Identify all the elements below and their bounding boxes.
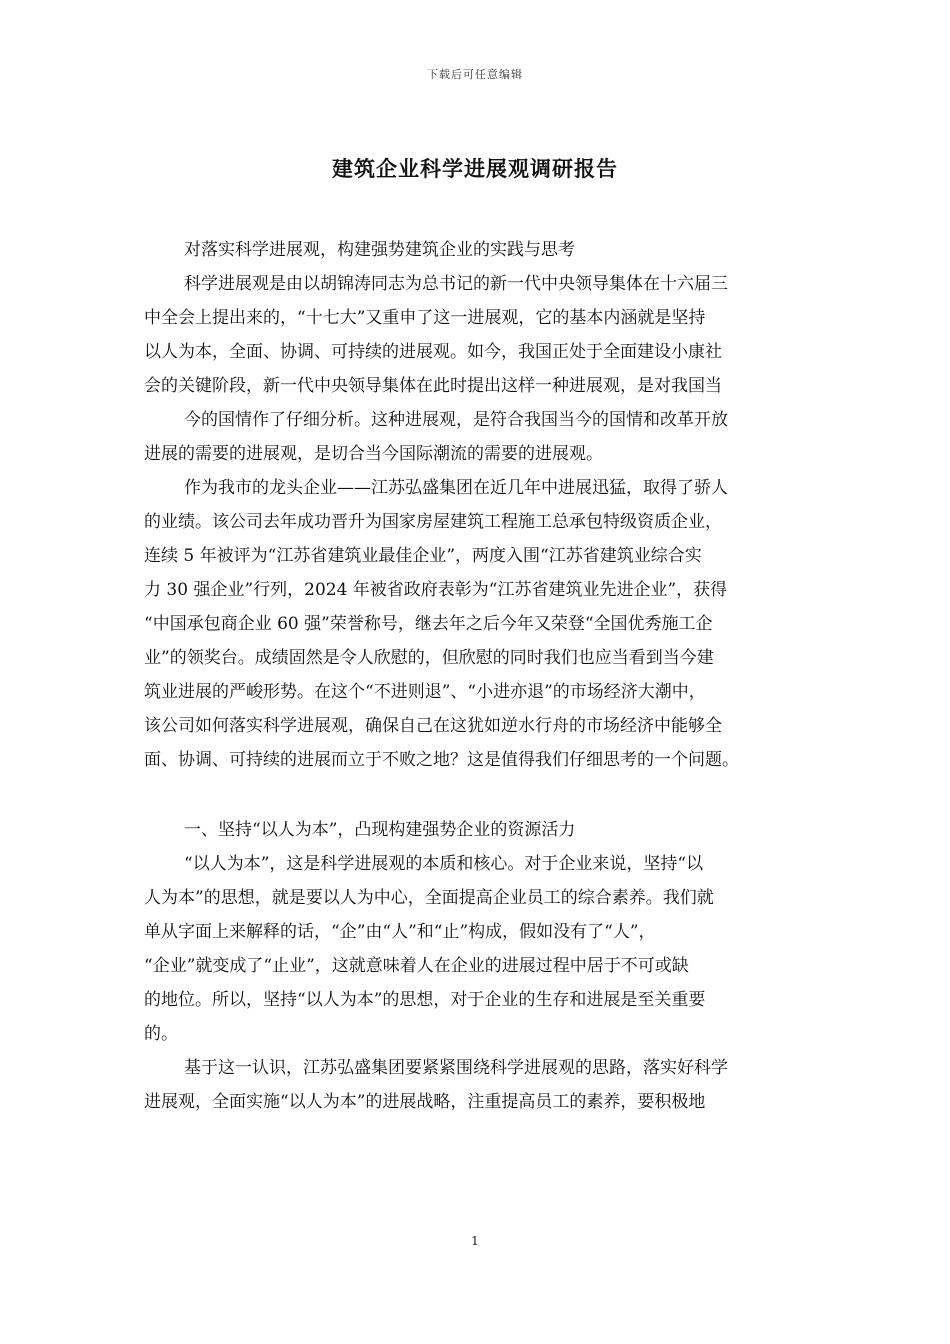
text-line: 单从字面上来解释的话，“企”由“人”和“止”构成，假如没有了“人”， <box>144 922 656 942</box>
text-line: 面、协调、可持续的进展而立于不败之地？这是值得我们仔细思考的一个问题。 <box>144 750 739 770</box>
text-line: 进展观，全面实施“以人为本”的进展战略，注重提高员工的素养，要积极地 <box>144 1092 706 1112</box>
text-line: “中国承包商企业 60 强”荣誉称号，继去年之后今年又荣登“全国优秀施工企 <box>144 614 713 634</box>
text-line: 的业绩。该公司去年成功晋升为国家房屋建筑工程施工总承包特级资质企业， <box>144 512 722 532</box>
paragraph-5 <box>144 1051 822 1119</box>
text-line: 以人为本，全面、协调、可持续的进展观。如今，我国正处于全面建设小康社 <box>144 342 722 362</box>
text-line: 中全会上提出来的，“十七大”又重申了这一进展观，它的基本内涵就是坚持 <box>144 308 706 328</box>
text-line: 人为本”的思想，就是要以人为中心，全面提高企业员工的综合素养。我们就 <box>144 888 714 908</box>
text-line: 科学进展观是由以胡锦涛同志为总书记的新一代中央领导集体在十六届三 <box>184 274 728 294</box>
paragraph-gap <box>144 777 822 813</box>
page-number: 1 <box>471 1234 479 1248</box>
document-subtitle: 对落实科学进展观，构建强势建筑企业的实践与思考 <box>184 240 575 260</box>
text-line: 连续 5 年被评为“江苏省建筑业最佳企业”，两度入围“江苏省建筑业综合实 <box>144 546 702 566</box>
text-line: 业”的领奖台。成绩固然是令人欣慰的，但欣慰的同时我们也应当看到当今建 <box>144 648 714 668</box>
paragraph-2 <box>144 403 822 471</box>
text-line: “以人为本”，这是科学进展观的本质和核心。对于企业来说，坚持“以 <box>184 854 704 874</box>
text-line: 的地位。所以，坚持“以人为本”的思想，对于企业的生存和进展是至关重要 <box>144 990 706 1010</box>
text-line: 该公司如何落实科学进展观，确保自己在这犹如逆水行舟的市场经济中能够全 <box>144 716 722 736</box>
section-heading: 一、坚持“以人为本”，凸现构建强势企业的资源活力 <box>184 820 576 840</box>
text-line: 进展的需要的进展观，是切合当今国际潮流的需要的进展观。 <box>144 444 603 464</box>
paragraph-3 <box>144 471 822 777</box>
header-note: 下载后可任意编辑 <box>427 68 523 81</box>
text-line: 力 30 强企业”行列，2024 年被省政府表彰为“江苏省建筑业先进企业”，获得 <box>144 580 728 600</box>
text-line: 会的关键阶段，新一代中央领导集体在此时提出这样一种进展观，是对我国当 <box>144 376 722 396</box>
paragraph-1 <box>144 267 822 403</box>
paragraph-4 <box>144 847 822 1051</box>
text-line: 筑业进展的严峻形势。在这个“不进则退”、“小进亦退”的市场经济大潮中， <box>144 682 706 702</box>
text-line: 的。 <box>144 1024 178 1044</box>
document-title: 建筑企业科学进展观调研报告 <box>332 156 618 181</box>
text-line: 作为我市的龙头企业——江苏弘盛集团在近几年中进展迅猛，取得了骄人 <box>184 478 728 498</box>
text-line: 基于这一认识，江苏弘盛集团要紧紧围绕科学进展观的思路，落实好科学 <box>184 1058 728 1078</box>
text-line: 今的国情作了仔细分析。这种进展观，是符合我国当今的国情和改革开放 <box>184 410 728 430</box>
text-line: “企业”就变成了“止业”，这就意味着人在企业的进展过程中居于不可或缺 <box>144 956 689 976</box>
document-body <box>144 233 822 1119</box>
